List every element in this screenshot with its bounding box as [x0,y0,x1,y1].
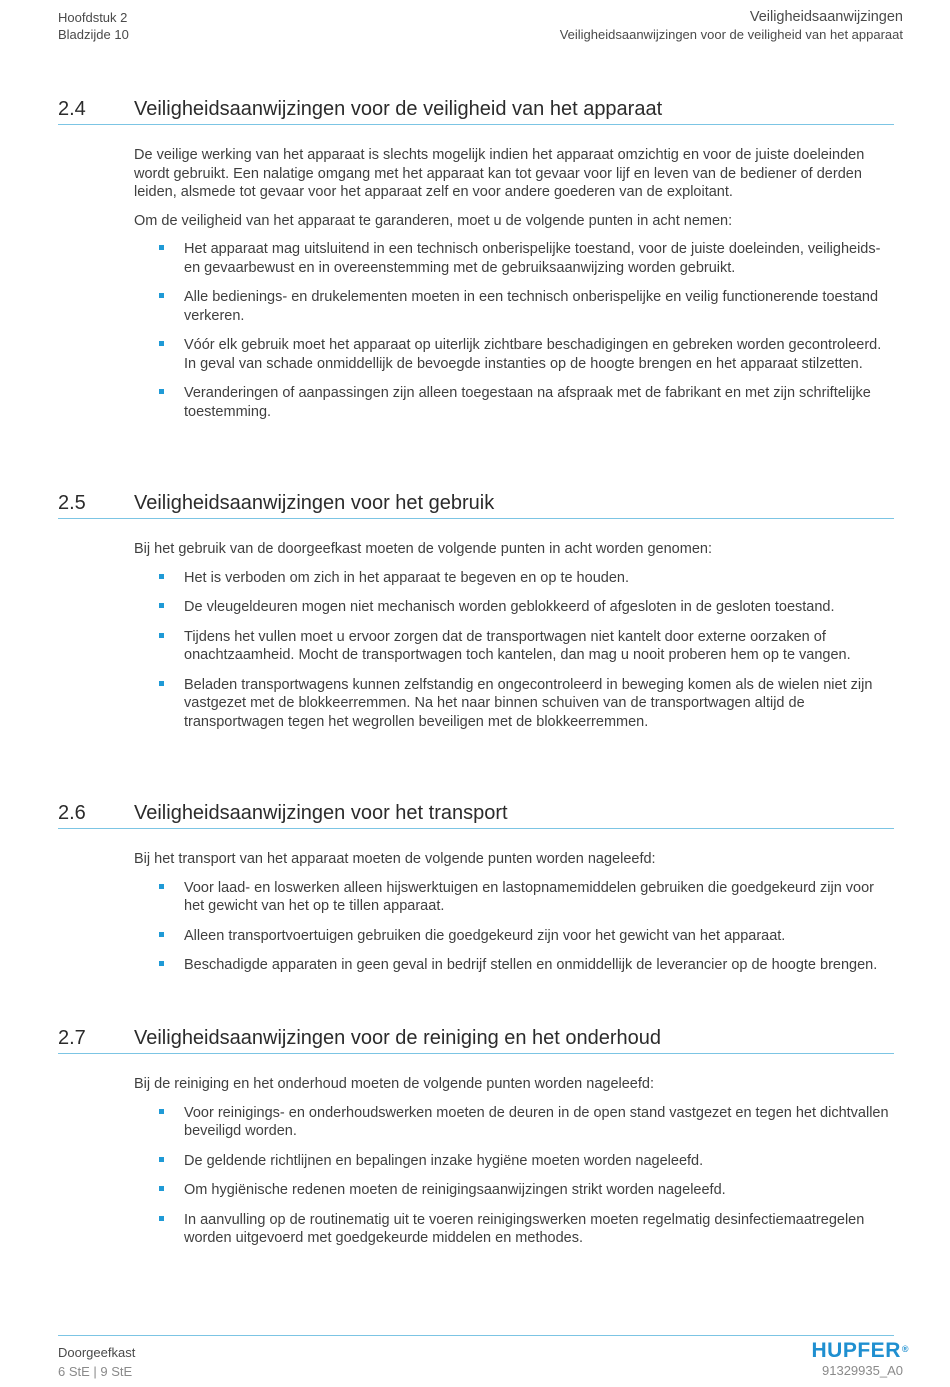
list-item [134,1104,894,1141]
section-title: Veiligheidsaanwijzingen voor de reiniging en het onderhoud [134,1027,662,1049]
section-2-6 [58,801,894,986]
section-heading [58,801,894,829]
product-name: Doorgeefkast [58,1345,136,1360]
square-bullet-icon [159,574,164,579]
hupfer-logo [812,1340,909,1362]
section-number: 2.6 [58,802,86,824]
chapter-label: Hoofdstuk 2 [58,10,128,25]
paragraph: Bij de reiniging en het onderhoud moeten de volgende punten worden nageleefd: [134,1076,654,1092]
section-body [134,125,894,421]
square-bullet-icon [159,681,164,686]
list-item-text: Alle bedienings- en drukelementen moeten in een technisch onberispelijke en veilig functionerende toestand verkeren. [184,289,879,324]
square-bullet-icon [159,1216,164,1221]
section-2-7 [58,1026,894,1259]
list-item [134,879,894,916]
paragraph: Bij het transport van het apparaat moeten de volgende punten worden nageleefd: [134,851,656,867]
list-item-text: Voor laad- en loswerken alleen hijswerktuigen en lastopnamemiddelen gebruiken die goedgekeurd zijn voor het gewicht van het op te tillen apparaat. [184,879,874,914]
document-number: 91329935_A0 [822,1363,903,1378]
section-title: Veiligheidsaanwijzingen voor het gebruik [134,492,495,514]
section-heading [58,1026,894,1054]
section-number: 2.4 [58,98,86,120]
section-heading [58,97,894,125]
list-item-text: Beladen transportwagens kunnen zelfstandig en ongecontroleerd in beweging komen als de wielen niet zijn vastgezet met de blokkeerremmen. Na het naar binnen schuiven van de transportwagen altijd de transportwagen tegen het wegrollen beveiligen met de blokkeerremmen. [184,676,873,730]
list-item-text: Voor reinigings- en onderhoudswerken moeten de deuren in de open stand vastgezet en tegen het dichtvallen beveiligd worden. [184,1104,889,1139]
square-bullet-icon [159,633,164,638]
section-number: 2.5 [58,492,86,514]
list-item [134,598,894,617]
square-bullet-icon [159,341,164,346]
list-item [134,628,894,665]
list-item [134,384,894,421]
footer-left [58,1343,135,1381]
list-item [134,288,894,325]
logo-text: HUPFER [811,1339,901,1362]
section-number: 2.7 [58,1027,86,1049]
list-item-text: De geldende richtlijnen en bepalingen inzake hygiëne moeten worden nageleefd. [184,1152,704,1169]
list-item [134,676,894,732]
section-2-5 [58,491,894,742]
square-bullet-icon [159,884,164,889]
header-right [560,9,903,43]
bullet-list [134,879,894,975]
paragraph: De veilige werking van het apparaat is slechts mogelijk indien het apparaat omzichtig en voor de juiste doeleinden wordt gebruikt. Een nalatige omgang met het apparaat kan tot gevaar voor lijf en leven van de bediener of derden leiden, alsmede tot gevaar voor het apparaat zelf en voor andere goederen van de exploitant. [134,147,865,200]
header-title: Veiligheidsaanwijzingen [749,9,903,25]
section-title: Veiligheidsaanwijzingen voor het transport [134,802,508,824]
registered-mark: ® [901,1344,909,1354]
list-item [134,1181,894,1200]
square-bullet-icon [159,1186,164,1191]
square-bullet-icon [159,293,164,298]
list-item [134,956,894,975]
list-item [134,1152,894,1171]
section-body [134,519,894,731]
list-item-text: De vleugeldeuren mogen niet mechanisch worden geblokkeerd of afgesloten in de gesloten toestand. [184,599,835,615]
section-body [134,829,894,975]
footer-divider [58,1335,894,1336]
bullet-list [134,569,894,732]
list-item-text: Beschadigde apparaten in geen geval in bedrijf stellen en onmiddellijk de leverancier op de hoogte brengen. [184,957,878,973]
square-bullet-icon [159,1109,164,1114]
list-item [134,1211,894,1248]
bullet-list [134,240,894,421]
square-bullet-icon [159,961,164,966]
square-bullet-icon [159,1157,164,1162]
paragraph: Bij het gebruik van de doorgeefkast moeten de volgende punten in acht worden genomen: [134,541,712,557]
bullet-list [134,1104,894,1248]
header-left [58,9,129,43]
square-bullet-icon [159,245,164,250]
list-item-text: Het apparaat mag uitsluitend in een technisch onberispelijke toestand, voor de juiste doeleinden, veiligheids- en gevaarbewust en in overeenstemming met de gebruiksaanwijzing worden gebruikt. [184,241,881,276]
square-bullet-icon [159,932,164,937]
list-item-text: In aanvulling op de routinematig uit te voeren reinigingswerken moeten regelmatig desinfectiemaatregelen worden uitgevoerd met goedgekeurde middelen en methodes. [184,1211,865,1246]
section-heading [58,491,894,519]
list-item [134,240,894,277]
list-item [134,927,894,946]
section-2-4 [58,97,894,432]
list-item-text: Veranderingen of aanpassingen zijn alleen toegestaan na afspraak met de fabrikant en met zijn schriftelijke toestemming. [184,385,871,420]
list-item-text: Het is verboden om zich in het apparaat te begeven en op te houden. [184,569,629,586]
paragraph: Om de veiligheid van het apparaat te garanderen, moet u de volgende punten in acht nemen: [134,212,733,229]
list-item-text: Vóór elk gebruik moet het apparaat op uiterlijk zichtbare beschadigingen en gebreken worden gecontroleerd. In geval van schade onmiddellijk de bevoegde instanties op de hoogte brengen en het apparaat stilzetten. [184,337,882,372]
list-item-text: Alleen transportvoertuigen gebruiken die goedgekeurd zijn voor het gewicht van het apparaat. [184,927,786,944]
square-bullet-icon [159,603,164,608]
section-title: Veiligheidsaanwijzingen voor de veiligheid van het apparaat [134,98,663,120]
section-body [134,1054,894,1248]
page-label: Bladzijde 10 [58,27,129,42]
page-reference: 6 StE | 9 StE [58,1364,133,1379]
header-subtitle: Veiligheidsaanwijzingen voor de veiligheid van het apparaat [559,27,903,42]
list-item [134,569,894,588]
square-bullet-icon [159,389,164,394]
list-item-text: Tijdens het vullen moet u ervoor zorgen dat de transportwagen niet kantelt door externe oorzaken of onachtzaamheid. Mocht de transportwagen toch kantelen, dan mag u nooit proberen hem op te vangen. [184,628,851,663]
list-item [134,336,894,373]
list-item-text: Om hygiënische redenen moeten de reinigingsaanwijzingen strikt worden nageleefd. [184,1182,726,1198]
